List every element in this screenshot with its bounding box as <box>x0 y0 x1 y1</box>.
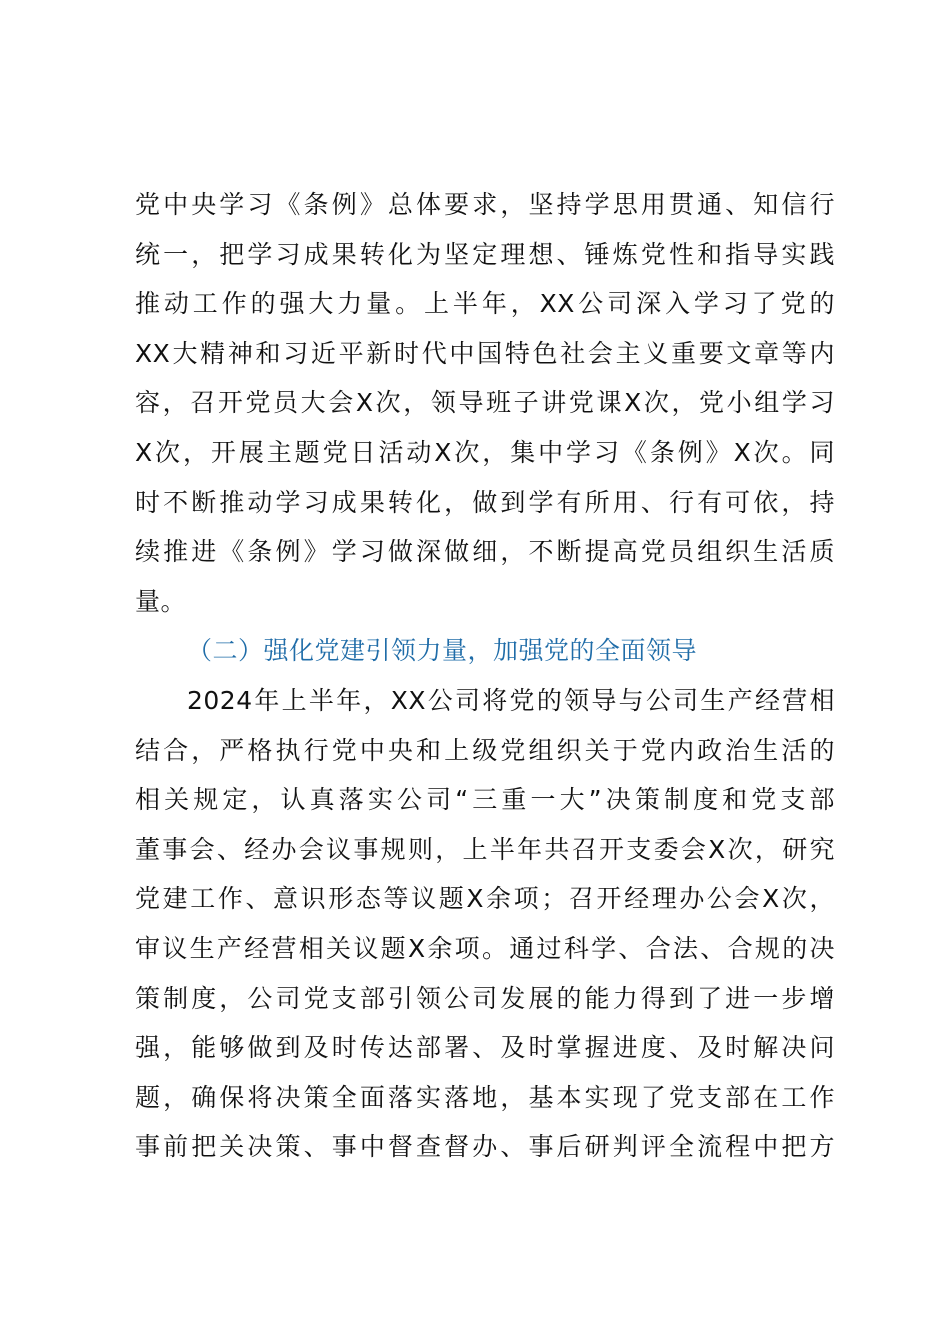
paragraph-line: 党中央学习《条例》总体要求，坚持学思用贯通、知信行 <box>135 190 835 219</box>
paragraph-line: 审议生产经营相关议题X余项。通过科学、合法、合规的决 <box>135 933 835 963</box>
paragraph-line: 相关规定，认真落实公司“三重一大”决策制度和党支部 <box>135 785 835 815</box>
paragraph-line: 强，能够做到及时传达部署、及时掌握进度、及时解决问 <box>135 1033 835 1063</box>
paragraph-line: 党建工作、意识形态等议题X余项；召开经理办公会X次， <box>135 884 835 914</box>
paragraph-line: 事前把关决策、事中督查督办、事后研判评全流程中把方 <box>135 1132 835 1162</box>
paragraph-line: 统一，把学习成果转化为坚定理想、锤炼党性和指导实践 <box>135 239 835 269</box>
paragraph-line: 推动工作的强大力量。上半年，XX公司深入学习了党的 <box>135 289 835 319</box>
paragraph-line: 结合，严格执行党中央和上级党组织关于党内政治生活的 <box>135 735 835 765</box>
paragraph-line: 量。 <box>135 586 187 616</box>
paragraph-line: 策制度，公司党支部引领公司发展的能力得到了进一步增 <box>135 983 835 1013</box>
section-heading: （二）强化党建引领力量，加强党的全面领导 <box>187 636 698 666</box>
paragraph-line: 董事会、经办会议事规则，上半年共召开支委会X次，研究 <box>135 834 835 864</box>
paragraph-line: 题，确保将决策全面落实落地，基本实现了党支部在工作 <box>135 1082 835 1112</box>
paragraph-line: 2024年上半年，XX公司将党的领导与公司生产经营相 <box>187 685 835 715</box>
paragraph-line: XX大精神和习近平新时代中国特色社会主义重要文章等内 <box>135 338 835 368</box>
document-body <box>135 180 835 1172</box>
paragraph-line: 容，召开党员大会X次，领导班子讲党课X次，党小组学习 <box>135 388 835 418</box>
paragraph-1 <box>135 180 835 626</box>
paragraph-line: X次，开展主题党日活动X次，集中学习《条例》X次。同 <box>135 437 835 467</box>
paragraph-line: 续推进《条例》学习做深做细，不断提高党员组织生活质 <box>135 537 835 567</box>
paragraph-line: 时不断推动学习成果转化，做到学有所用、行有可依，持 <box>135 487 835 517</box>
paragraph-2 <box>135 676 835 1172</box>
